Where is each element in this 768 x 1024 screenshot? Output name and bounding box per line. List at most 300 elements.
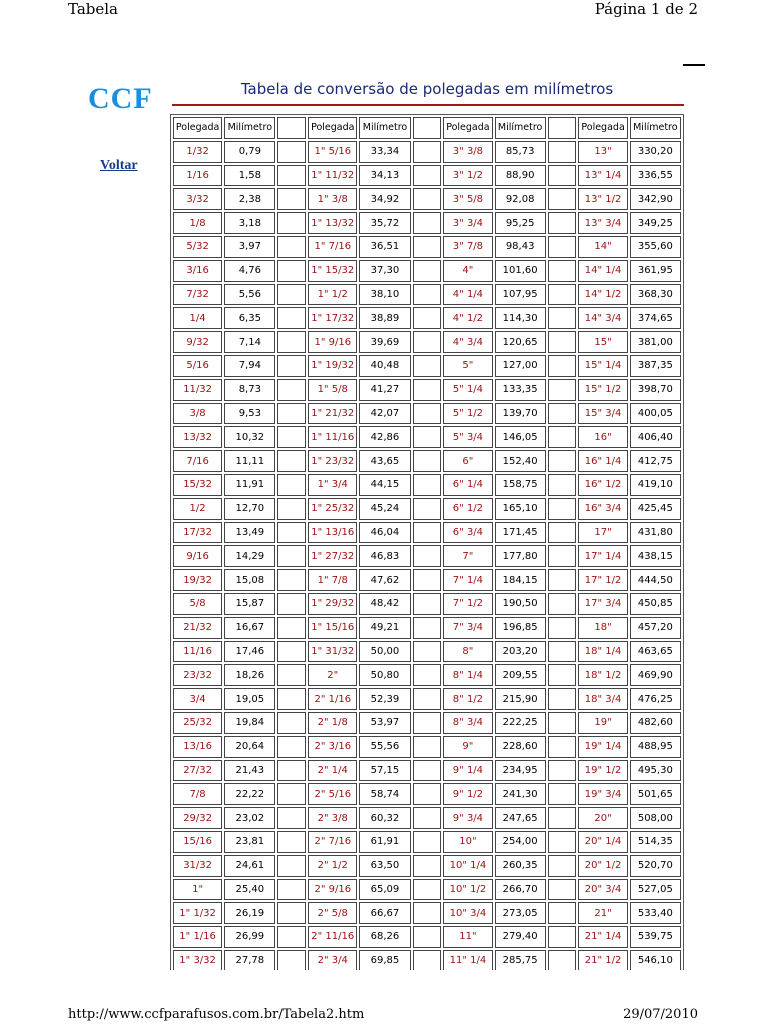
millimeter-cell: 488,95 — [630, 736, 681, 758]
spacer-cell — [277, 379, 306, 401]
millimeter-cell: 46,83 — [359, 545, 410, 567]
spacer-cell — [277, 474, 306, 496]
header-milimetro: Milímetro — [359, 117, 410, 139]
inch-cell: 1/32 — [173, 141, 222, 163]
millimeter-cell: 425,45 — [630, 498, 681, 520]
millimeter-cell: 336,55 — [630, 165, 681, 187]
spacer-cell — [277, 760, 306, 782]
back-link[interactable]: Voltar — [100, 158, 138, 173]
inch-cell: 18" — [578, 617, 627, 639]
millimeter-cell: 17,46 — [224, 641, 275, 663]
inch-cell: 2" 5/8 — [308, 902, 357, 924]
millimeter-cell: 69,85 — [359, 950, 410, 970]
table-row — [173, 522, 681, 544]
inch-cell: 17/32 — [173, 522, 222, 544]
inch-cell: 27/32 — [173, 760, 222, 782]
inch-cell: 6" 1/2 — [443, 498, 492, 520]
spacer-cell — [548, 617, 577, 639]
table-row — [173, 617, 681, 639]
table-row — [173, 569, 681, 591]
inch-cell: 5" 1/4 — [443, 379, 492, 401]
spacer-cell — [548, 950, 577, 970]
millimeter-cell: 114,30 — [495, 307, 546, 329]
table-row — [173, 307, 681, 329]
spacer-cell — [413, 474, 442, 496]
spacer-cell — [413, 712, 442, 734]
inch-cell: 2" 5/16 — [308, 783, 357, 805]
millimeter-cell: 450,85 — [630, 593, 681, 615]
spacer-cell — [277, 617, 306, 639]
spacer-cell — [413, 664, 442, 686]
inch-cell: 10" — [443, 831, 492, 853]
spacer-cell — [413, 188, 442, 210]
spacer-cell — [548, 331, 577, 353]
spacer-cell — [277, 450, 306, 472]
millimeter-cell: 222,25 — [495, 712, 546, 734]
millimeter-cell: 14,29 — [224, 545, 275, 567]
table-row — [173, 284, 681, 306]
table-row — [173, 760, 681, 782]
inch-cell: 5/32 — [173, 236, 222, 258]
spacer-cell — [413, 307, 442, 329]
millimeter-cell: 44,15 — [359, 474, 410, 496]
millimeter-cell: 95,25 — [495, 212, 546, 234]
millimeter-cell: 3,18 — [224, 212, 275, 234]
spacer-header-cell — [413, 117, 442, 139]
header-polegada: Polegada — [578, 117, 627, 139]
millimeter-cell: 63,50 — [359, 855, 410, 877]
millimeter-cell: 101,60 — [495, 260, 546, 282]
millimeter-cell: 215,90 — [495, 688, 546, 710]
millimeter-cell: 146,05 — [495, 426, 546, 448]
millimeter-cell: 228,60 — [495, 736, 546, 758]
inch-cell: 1" 3/4 — [308, 474, 357, 496]
millimeter-cell: 184,15 — [495, 569, 546, 591]
inch-cell: 9" — [443, 736, 492, 758]
inch-cell: 4" 3/4 — [443, 331, 492, 353]
millimeter-cell: 11,11 — [224, 450, 275, 472]
inch-cell: 1" 27/32 — [308, 545, 357, 567]
millimeter-cell: 39,69 — [359, 331, 410, 353]
spacer-cell — [548, 141, 577, 163]
spacer-cell — [277, 807, 306, 829]
millimeter-cell: 20,64 — [224, 736, 275, 758]
table-row — [173, 331, 681, 353]
millimeter-cell: 41,27 — [359, 379, 410, 401]
millimeter-cell: 419,10 — [630, 474, 681, 496]
spacer-cell — [277, 426, 306, 448]
millimeter-cell: 26,19 — [224, 902, 275, 924]
spacer-cell — [413, 403, 442, 425]
millimeter-cell: 469,90 — [630, 664, 681, 686]
table-row — [173, 188, 681, 210]
print-footer-date: 29/07/2010 — [623, 1007, 698, 1022]
inch-cell: 2" 1/4 — [308, 760, 357, 782]
millimeter-cell: 254,00 — [495, 831, 546, 853]
spacer-cell — [548, 783, 577, 805]
spacer-cell — [548, 902, 577, 924]
inch-cell: 1" 1/16 — [173, 926, 222, 948]
inch-cell: 15/32 — [173, 474, 222, 496]
spacer-cell — [277, 522, 306, 544]
inch-cell: 1" 15/32 — [308, 260, 357, 282]
inch-cell: 17" 1/4 — [578, 545, 627, 567]
inch-cell: 5" 1/2 — [443, 403, 492, 425]
spacer-cell — [548, 212, 577, 234]
millimeter-cell: 400,05 — [630, 403, 681, 425]
millimeter-cell: 171,45 — [495, 522, 546, 544]
inch-cell: 17" — [578, 522, 627, 544]
inch-cell: 5/8 — [173, 593, 222, 615]
inch-cell: 21" — [578, 902, 627, 924]
inch-cell: 2" 3/16 — [308, 736, 357, 758]
millimeter-cell: 2,38 — [224, 188, 275, 210]
inch-cell: 1" 13/32 — [308, 212, 357, 234]
millimeter-cell: 7,94 — [224, 355, 275, 377]
millimeter-cell: 88,90 — [495, 165, 546, 187]
inch-cell: 1" 21/32 — [308, 403, 357, 425]
spacer-cell — [548, 807, 577, 829]
inch-cell: 4" 1/2 — [443, 307, 492, 329]
inch-cell: 4" 1/4 — [443, 284, 492, 306]
millimeter-cell: 47,62 — [359, 569, 410, 591]
inch-cell: 1/8 — [173, 212, 222, 234]
inch-cell: 2" 3/4 — [308, 950, 357, 970]
spacer-cell — [277, 950, 306, 970]
inch-cell: 18" 1/2 — [578, 664, 627, 686]
inch-cell: 11/32 — [173, 379, 222, 401]
table-row — [173, 641, 681, 663]
spacer-cell — [548, 355, 577, 377]
spacer-cell — [413, 807, 442, 829]
spacer-cell — [548, 688, 577, 710]
millimeter-cell: 387,35 — [630, 355, 681, 377]
millimeter-cell: 45,24 — [359, 498, 410, 520]
spacer-cell — [413, 355, 442, 377]
millimeter-cell: 412,75 — [630, 450, 681, 472]
inch-cell: 16" — [578, 426, 627, 448]
inch-cell: 1" 5/8 — [308, 379, 357, 401]
millimeter-cell: 27,78 — [224, 950, 275, 970]
millimeter-cell: 241,30 — [495, 783, 546, 805]
spacer-cell — [413, 450, 442, 472]
inch-cell: 19" 1/4 — [578, 736, 627, 758]
millimeter-cell: 349,25 — [630, 212, 681, 234]
millimeter-cell: 40,48 — [359, 355, 410, 377]
spacer-cell — [277, 403, 306, 425]
spacer-cell — [277, 260, 306, 282]
millimeter-cell: 0,79 — [224, 141, 275, 163]
millimeter-cell: 58,74 — [359, 783, 410, 805]
table-row — [173, 403, 681, 425]
inch-cell: 3/16 — [173, 260, 222, 282]
inch-cell: 19" 1/2 — [578, 760, 627, 782]
inch-cell: 13" 1/4 — [578, 165, 627, 187]
millimeter-cell: 65,09 — [359, 879, 410, 901]
millimeter-cell: 533,40 — [630, 902, 681, 924]
spacer-cell — [548, 379, 577, 401]
inch-cell: 1/4 — [173, 307, 222, 329]
millimeter-cell: 33,34 — [359, 141, 410, 163]
inch-cell: 1" 15/16 — [308, 617, 357, 639]
inch-cell: 14" 1/4 — [578, 260, 627, 282]
inch-cell: 6" — [443, 450, 492, 472]
inch-cell: 1" 5/16 — [308, 141, 357, 163]
spacer-cell — [277, 902, 306, 924]
inch-cell: 3/8 — [173, 403, 222, 425]
inch-cell: 1" 1/2 — [308, 284, 357, 306]
spacer-cell — [277, 307, 306, 329]
spacer-cell — [548, 403, 577, 425]
millimeter-cell: 53,97 — [359, 712, 410, 734]
millimeter-cell: 61,91 — [359, 831, 410, 853]
millimeter-cell: 482,60 — [630, 712, 681, 734]
spacer-cell — [413, 736, 442, 758]
inch-cell: 1" 23/32 — [308, 450, 357, 472]
inch-cell: 25/32 — [173, 712, 222, 734]
spacer-cell — [277, 236, 306, 258]
spacer-cell — [413, 426, 442, 448]
inch-cell: 16" 1/4 — [578, 450, 627, 472]
millimeter-cell: 37,30 — [359, 260, 410, 282]
inch-cell: 20" 1/2 — [578, 855, 627, 877]
table-row — [173, 260, 681, 282]
inch-cell: 21" 1/4 — [578, 926, 627, 948]
spacer-cell — [548, 260, 577, 282]
inch-cell: 19" — [578, 712, 627, 734]
spacer-cell — [548, 426, 577, 448]
millimeter-cell: 463,65 — [630, 641, 681, 663]
millimeter-cell: 508,00 — [630, 807, 681, 829]
inch-cell: 15/16 — [173, 831, 222, 853]
inch-cell: 1/16 — [173, 165, 222, 187]
spacer-cell — [413, 212, 442, 234]
spacer-cell — [413, 783, 442, 805]
table-row — [173, 950, 681, 970]
inch-cell: 16" 1/2 — [578, 474, 627, 496]
inch-cell: 1" 17/32 — [308, 307, 357, 329]
inch-cell: 15" 1/4 — [578, 355, 627, 377]
inch-cell: 7" — [443, 545, 492, 567]
inch-cell: 21" 1/2 — [578, 950, 627, 970]
inch-cell: 2" 3/8 — [308, 807, 357, 829]
inch-cell: 1" — [173, 879, 222, 901]
inch-cell: 15" 3/4 — [578, 403, 627, 425]
table-row — [173, 855, 681, 877]
title-divider — [172, 104, 684, 106]
inch-cell: 13" 1/2 — [578, 188, 627, 210]
spacer-cell — [277, 736, 306, 758]
millimeter-cell: 247,65 — [495, 807, 546, 829]
millimeter-cell: 285,75 — [495, 950, 546, 970]
table-row — [173, 593, 681, 615]
spacer-cell — [413, 641, 442, 663]
spacer-cell — [413, 284, 442, 306]
millimeter-cell: 11,91 — [224, 474, 275, 496]
spacer-cell — [413, 926, 442, 948]
inch-cell: 1" 7/16 — [308, 236, 357, 258]
inch-cell: 1/2 — [173, 498, 222, 520]
ccf-logo[interactable]: CCF — [88, 82, 153, 115]
inch-cell: 3" 7/8 — [443, 236, 492, 258]
spacer-cell — [413, 831, 442, 853]
millimeter-cell: 43,65 — [359, 450, 410, 472]
spacer-cell — [413, 141, 442, 163]
spacer-header-cell — [548, 117, 577, 139]
inch-cell: 1" 25/32 — [308, 498, 357, 520]
millimeter-cell: 10,32 — [224, 426, 275, 448]
spacer-cell — [548, 284, 577, 306]
millimeter-cell: 133,35 — [495, 379, 546, 401]
inch-cell: 4" — [443, 260, 492, 282]
inch-cell: 13" — [578, 141, 627, 163]
inch-cell: 21/32 — [173, 617, 222, 639]
inch-cell: 7" 3/4 — [443, 617, 492, 639]
table-row — [173, 355, 681, 377]
table-row — [173, 426, 681, 448]
print-header-title: Tabela — [68, 0, 119, 18]
spacer-cell — [277, 141, 306, 163]
millimeter-cell: 19,05 — [224, 688, 275, 710]
inch-cell: 11/16 — [173, 641, 222, 663]
inch-cell: 29/32 — [173, 807, 222, 829]
millimeter-cell: 24,61 — [224, 855, 275, 877]
millimeter-cell: 92,08 — [495, 188, 546, 210]
spacer-cell — [548, 569, 577, 591]
inch-cell: 9/16 — [173, 545, 222, 567]
spacer-cell — [413, 545, 442, 567]
millimeter-cell: 406,40 — [630, 426, 681, 448]
inch-cell: 13" 3/4 — [578, 212, 627, 234]
millimeter-cell: 5,56 — [224, 284, 275, 306]
inch-cell: 23/32 — [173, 664, 222, 686]
inch-cell: 2" — [308, 664, 357, 686]
millimeter-cell: 16,67 — [224, 617, 275, 639]
inch-cell: 9" 3/4 — [443, 807, 492, 829]
inch-cell: 14" — [578, 236, 627, 258]
millimeter-cell: 48,42 — [359, 593, 410, 615]
spacer-cell — [277, 165, 306, 187]
inch-cell: 8" 1/4 — [443, 664, 492, 686]
millimeter-cell: 203,20 — [495, 641, 546, 663]
table-row — [173, 165, 681, 187]
spacer-cell — [413, 236, 442, 258]
millimeter-cell: 15,08 — [224, 569, 275, 591]
inch-cell: 15" 1/2 — [578, 379, 627, 401]
spacer-cell — [413, 617, 442, 639]
millimeter-cell: 209,55 — [495, 664, 546, 686]
millimeter-cell: 22,22 — [224, 783, 275, 805]
table-row — [173, 212, 681, 234]
inch-cell: 9" 1/2 — [443, 783, 492, 805]
millimeter-cell: 66,67 — [359, 902, 410, 924]
inch-cell: 2" 11/16 — [308, 926, 357, 948]
spacer-cell — [277, 831, 306, 853]
inch-cell: 9" 1/4 — [443, 760, 492, 782]
millimeter-cell: 520,70 — [630, 855, 681, 877]
spacer-cell — [277, 855, 306, 877]
millimeter-cell: 68,26 — [359, 926, 410, 948]
inch-cell: 6" 1/4 — [443, 474, 492, 496]
millimeter-cell: 46,04 — [359, 522, 410, 544]
inch-cell: 3" 3/4 — [443, 212, 492, 234]
millimeter-cell: 1,58 — [224, 165, 275, 187]
spacer-cell — [548, 664, 577, 686]
table-row — [173, 902, 681, 924]
spacer-cell — [277, 569, 306, 591]
millimeter-cell: 495,30 — [630, 760, 681, 782]
spacer-cell — [277, 212, 306, 234]
spacer-cell — [548, 879, 577, 901]
millimeter-cell: 361,95 — [630, 260, 681, 282]
millimeter-cell: 49,21 — [359, 617, 410, 639]
inch-cell: 11" — [443, 926, 492, 948]
spacer-cell — [413, 593, 442, 615]
spacer-cell — [548, 855, 577, 877]
inch-cell: 10" 1/2 — [443, 879, 492, 901]
header-polegada: Polegada — [308, 117, 357, 139]
spacer-cell — [277, 688, 306, 710]
millimeter-cell: 196,85 — [495, 617, 546, 639]
spacer-cell — [277, 284, 306, 306]
inch-cell: 10" 1/4 — [443, 855, 492, 877]
spacer-cell — [548, 450, 577, 472]
inch-cell: 7/32 — [173, 284, 222, 306]
table-row — [173, 141, 681, 163]
inch-cell: 16" 3/4 — [578, 498, 627, 520]
inch-cell: 5/16 — [173, 355, 222, 377]
table-row — [173, 712, 681, 734]
print-footer-url: http://www.ccfparafusos.com.br/Tabela2.htm — [68, 1007, 365, 1022]
spacer-cell — [413, 855, 442, 877]
spacer-cell — [548, 165, 577, 187]
inch-cell: 1" 7/8 — [308, 569, 357, 591]
header-milimetro: Milímetro — [630, 117, 681, 139]
millimeter-cell: 38,89 — [359, 307, 410, 329]
millimeter-cell: 98,43 — [495, 236, 546, 258]
table-row — [173, 736, 681, 758]
header-milimetro: Milímetro — [224, 117, 275, 139]
inch-cell: 1" 1/32 — [173, 902, 222, 924]
millimeter-cell: 152,40 — [495, 450, 546, 472]
inch-cell: 8" 1/2 — [443, 688, 492, 710]
inch-cell: 11" 1/4 — [443, 950, 492, 970]
page-title: Tabela de conversão de polegadas em milímetros — [240, 80, 614, 98]
millimeter-cell: 9,53 — [224, 403, 275, 425]
millimeter-cell: 234,95 — [495, 760, 546, 782]
inch-cell: 20" 3/4 — [578, 879, 627, 901]
spacer-cell — [548, 926, 577, 948]
millimeter-cell: 398,70 — [630, 379, 681, 401]
table-row — [173, 474, 681, 496]
table-row — [173, 664, 681, 686]
millimeter-cell: 127,00 — [495, 355, 546, 377]
millimeter-cell: 19,84 — [224, 712, 275, 734]
inch-cell: 1" 11/32 — [308, 165, 357, 187]
inch-cell: 31/32 — [173, 855, 222, 877]
millimeter-cell: 50,00 — [359, 641, 410, 663]
millimeter-cell: 546,10 — [630, 950, 681, 970]
inch-cell: 7/8 — [173, 783, 222, 805]
inch-cell: 19" 3/4 — [578, 783, 627, 805]
millimeter-cell: 476,25 — [630, 688, 681, 710]
conversion-table-container — [170, 114, 684, 970]
inch-cell: 3" 1/2 — [443, 165, 492, 187]
millimeter-cell: 55,56 — [359, 736, 410, 758]
inch-cell: 14" 3/4 — [578, 307, 627, 329]
spacer-cell — [413, 498, 442, 520]
header-polegada: Polegada — [443, 117, 492, 139]
